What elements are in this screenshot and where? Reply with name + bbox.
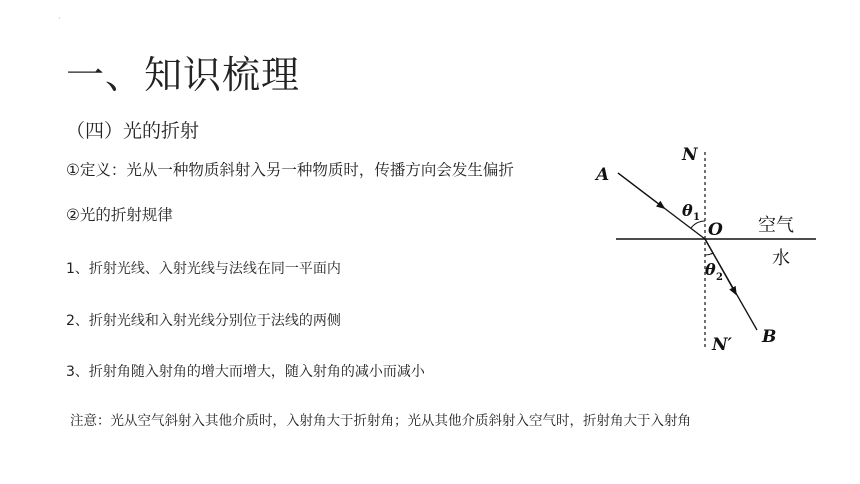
label-theta1-sub: 1 xyxy=(693,212,700,223)
label-point-o: O xyxy=(708,220,723,240)
label-air: 空气 xyxy=(758,215,794,236)
section-subtitle: （四）光的折射 xyxy=(66,120,200,142)
label-normal-n: N xyxy=(682,145,698,165)
rule-item-2: 2、折射光线和入射光线分别位于法线的两侧 xyxy=(66,313,341,329)
label-point-b: B xyxy=(762,327,777,347)
law-heading: ②光的折射规律 xyxy=(66,206,173,224)
label-normal-n-prime: N′ xyxy=(712,335,733,355)
angle-arc-theta2 xyxy=(705,253,713,255)
label-water: 水 xyxy=(772,248,790,269)
slide-title: 一、知识梳理 xyxy=(66,53,301,97)
incident-ray-arrow xyxy=(618,173,664,208)
definition-text: ①定义：光从一种物质斜射入另一种物质时，传播方向会发生偏折 xyxy=(66,161,514,179)
corner-marker: · xyxy=(58,14,61,23)
label-theta2-sub: 2 xyxy=(716,272,723,283)
rule-item-1: 1、折射光线、入射光线与法线在同一平面内 xyxy=(66,261,341,277)
label-theta2: θ xyxy=(705,260,716,279)
refraction-diagram xyxy=(590,140,820,365)
rule-item-3: 3、折射角随入射角的增大而增大，随入射角的减小而减小 xyxy=(66,364,425,380)
label-point-a: A xyxy=(596,165,610,185)
note-text: 注意：光从空气斜射入其他介质时，入射角大于折射角；光从其他介质斜射入空气时，折射角大于入射角 xyxy=(70,413,691,429)
label-theta1: θ xyxy=(682,201,693,220)
